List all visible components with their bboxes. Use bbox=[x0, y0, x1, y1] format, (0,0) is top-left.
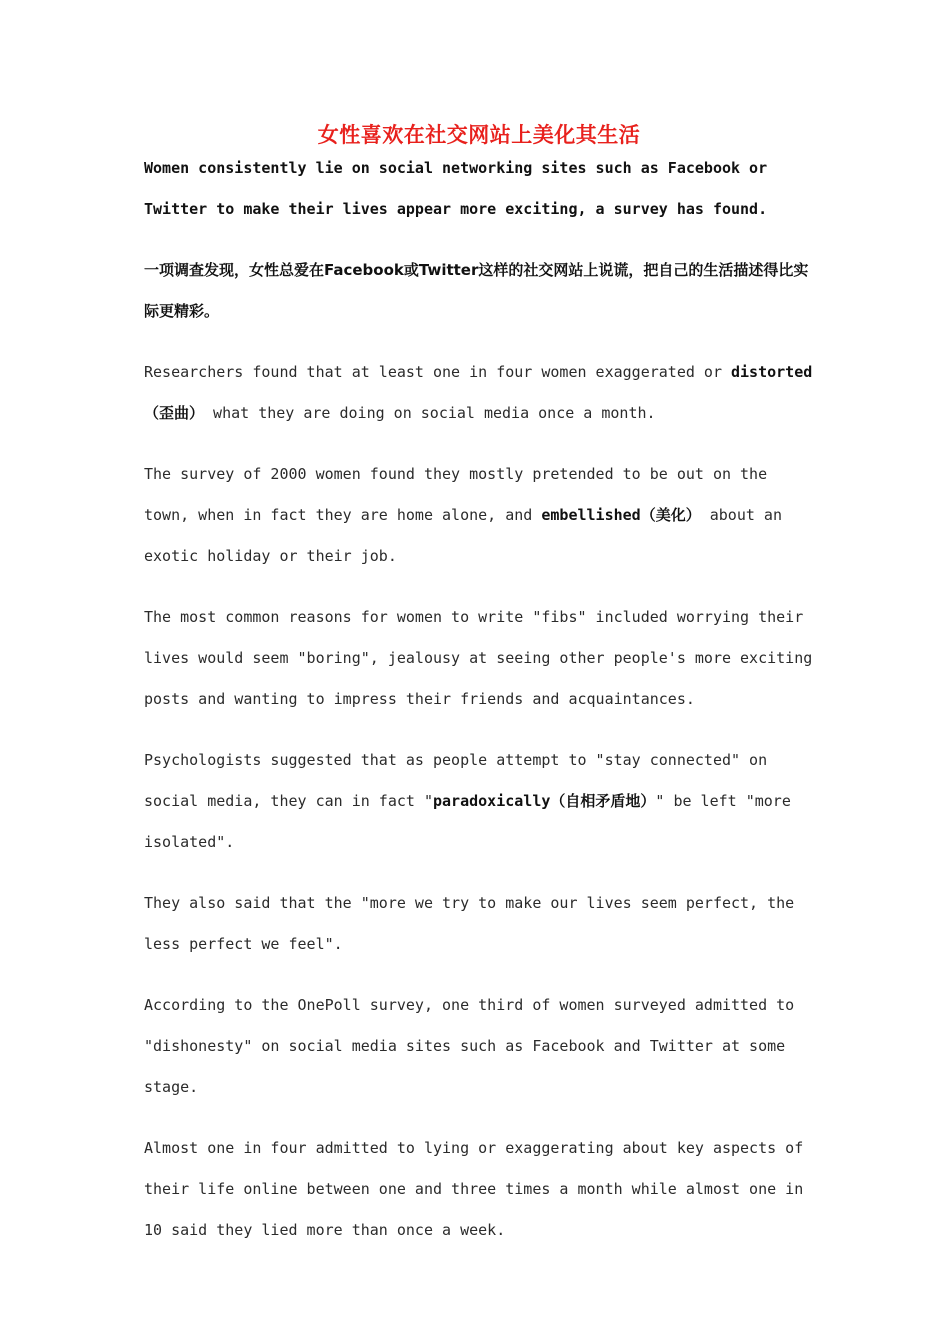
paragraph-4-text-b: " be left "more isolated". bbox=[144, 792, 791, 851]
paragraph-1 bbox=[144, 352, 814, 434]
document-title: 女性喜欢在社交网站上美化其生活 bbox=[317, 123, 641, 147]
paragraph-5: They also said that the "more we try to make our lives seem perfect, the less perfect we feel". bbox=[144, 894, 795, 953]
paragraph-1-text-a: Researchers found that at least one in four women exaggerated or bbox=[144, 363, 731, 381]
paragraph-2-text-a: The survey of 2000 women found they mostly pretended to be out on the town, when in fact they are home alone, and bbox=[144, 465, 768, 524]
vocab-term-paradoxically: paradoxically（自相矛盾地） bbox=[432, 792, 656, 810]
paragraph-6: According to the OnePoll survey, one third of women surveyed admitted to "dishonesty" on social media sites such as Facebook and Twitter at some stage. bbox=[144, 996, 795, 1096]
paragraph-1-text-b: what they are doing on social media once a month. bbox=[204, 404, 656, 422]
paragraph-2 bbox=[144, 454, 814, 577]
intro-english: Women consistently lie on social networking sites such as Facebook or Twitter to make their lives appear more exciting, a survey has found. bbox=[144, 159, 768, 218]
document-page bbox=[144, 118, 814, 1271]
vocab-term-distorted: distorted（歪曲） bbox=[144, 363, 813, 422]
intro-chinese: 一项调查发现，女性总爱在Facebook或Twitter这样的社交网站上说谎，把自己的生活描述得比实际更精彩。 bbox=[144, 261, 809, 320]
paragraph-7: Almost one in four admitted to lying or exaggerating about key aspects of their life online between one and three times a month while almost one in 10 said they lied more than once a week. bbox=[144, 1139, 804, 1239]
paragraph-4-text-a: Psychologists suggested that as people attempt to "stay connected" on social media, they can in fact " bbox=[144, 751, 768, 810]
paragraph-2-text-b: about an exotic holiday or their job. bbox=[144, 506, 782, 565]
paragraph-3: The most common reasons for women to write "fibs" included worrying their lives would seem "boring", jealousy at seeing other people's more exciting posts and wanting to impress their friends and acquaintances. bbox=[144, 608, 813, 708]
paragraph-4 bbox=[144, 740, 814, 863]
vocab-term-embellished: embellished（美化） bbox=[541, 506, 701, 524]
